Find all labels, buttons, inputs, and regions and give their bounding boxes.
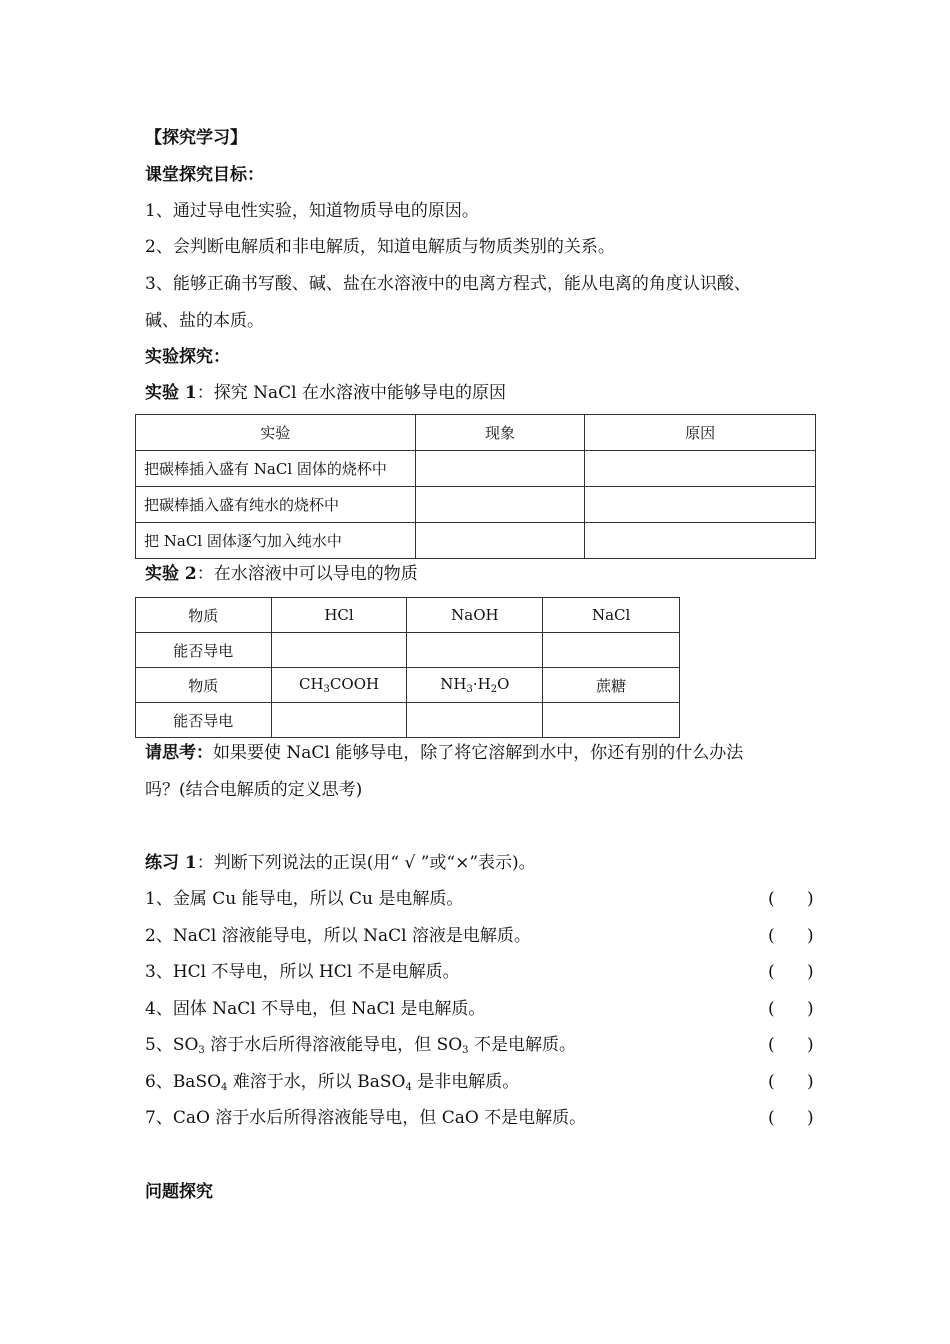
practice-item: 5、$SO_3$ 溶于水后所得溶液能导电，但 $SO_3$ 不是电解质。 <box>145 1035 576 1056</box>
experiment-heading: 实验探究： <box>145 347 230 367</box>
table-row <box>136 523 816 559</box>
practice-item: 1、金属 Cu 能导电，所以 Cu 是电解质。 <box>145 889 464 909</box>
exp1-title: ：探究 NaCl 在水溶液中能够导电的原因 <box>196 383 507 403</box>
table-header-cell: 原因 <box>585 415 816 451</box>
table-row <box>136 487 816 523</box>
table-cell: 把碳棒插入盛有 NaCl 固体的烧杯中 <box>136 451 416 487</box>
goal-item: 3、能够正确书写酸、碱、盐在水溶液中的电离方程式，能从电离的角度认识酸、 <box>145 274 751 294</box>
answer-blank: ( ) <box>768 1035 814 1055</box>
table-cell-empty <box>271 633 407 668</box>
table-cell-empty <box>543 703 680 738</box>
table-header-row <box>136 415 816 451</box>
table-cell: 把 NaCl 固体逐勺加入纯水中 <box>136 523 416 559</box>
table-row <box>136 703 680 738</box>
row-label: 物质 <box>136 668 272 703</box>
table-cell-empty <box>407 633 543 668</box>
substance-cell: 蔗糖 <box>543 668 680 703</box>
table-row <box>136 633 680 668</box>
substance-cell: HCl <box>271 598 407 633</box>
answer-blank: ( ) <box>768 926 814 946</box>
table-cell: 把碳棒插入盛有纯水的烧杯中 <box>136 487 416 523</box>
table-cell-empty <box>585 451 816 487</box>
exp2-heading <box>145 562 418 586</box>
goal-item: 2、会判断电解质和非电解质，知道电解质与物质类别的关系。 <box>145 237 615 257</box>
answer-blank: ( ) <box>768 999 814 1019</box>
exp2-table <box>135 597 680 738</box>
row-label: 能否导电 <box>136 633 272 668</box>
table-cell-empty <box>585 487 816 523</box>
problem-heading: 问题探究 <box>145 1182 213 1202</box>
exp1-heading <box>145 381 506 405</box>
goal-item: 碱、盐的本质。 <box>145 311 264 331</box>
substance-cell: $CH_3COOH$ <box>271 668 407 703</box>
substance-cell: NaCl <box>543 598 680 633</box>
table-cell-empty <box>415 523 585 559</box>
table-cell-empty <box>543 633 680 668</box>
practice-heading <box>145 851 536 875</box>
practice-instruction: ：判断下列说法的正误(用“ √ ”或“×”表示)。 <box>196 853 536 873</box>
table-cell-empty <box>585 523 816 559</box>
answer-blank: ( ) <box>768 1108 814 1128</box>
table-cell-empty <box>407 703 543 738</box>
practice-item: 7、CaO 溶于水后所得溶液能导电，但 CaO 不是电解质。 <box>145 1108 587 1128</box>
answer-blank: ( ) <box>768 1072 814 1092</box>
table-row <box>136 451 816 487</box>
goal-item: 1、通过导电性实验，知道物质导电的原因。 <box>145 201 479 221</box>
exp2-title: ：在水溶液中可以导电的物质 <box>196 564 418 584</box>
row-label: 物质 <box>136 598 272 633</box>
substance-cell: NaOH <box>407 598 543 633</box>
exp2-label: 实验 2 <box>145 564 197 584</box>
practice-item: 6、BaSO$_4$ 难溶于水，所以 BaSO$_4$ 是非电解质。 <box>145 1072 520 1093</box>
section-title: 【探究学习】 <box>145 128 247 148</box>
exp1-label: 实验 1 <box>145 383 197 403</box>
table-header-cell: 现象 <box>415 415 585 451</box>
answer-blank: ( ) <box>768 889 814 909</box>
practice-item: 4、固体 NaCl 不导电，但 NaCl 是电解质。 <box>145 999 486 1019</box>
table-row <box>136 668 680 703</box>
practice-label: 练习 1 <box>145 853 197 873</box>
row-label: 能否导电 <box>136 703 272 738</box>
think-label: 请思考： <box>145 743 213 763</box>
table-cell-empty <box>415 451 585 487</box>
practice-item: 3、HCl 不导电，所以 HCl 不是电解质。 <box>145 962 460 982</box>
think-line <box>145 741 743 765</box>
exp1-table <box>135 414 816 559</box>
table-cell-empty <box>271 703 407 738</box>
practice-item: 2、NaCl 溶液能导电，所以 NaCl 溶液是电解质。 <box>145 926 531 946</box>
answer-blank: ( ) <box>768 962 814 982</box>
goals-heading: 课堂探究目标： <box>145 165 264 185</box>
table-cell-empty <box>415 487 585 523</box>
think-text-2: 吗？(结合电解质的定义思考) <box>145 780 363 800</box>
table-header-cell: 实验 <box>136 415 416 451</box>
think-text: 如果要使 NaCl 能够导电，除了将它溶解到水中，你还有别的什么办法 <box>213 743 744 763</box>
table-row <box>136 598 680 633</box>
substance-cell: $NH_3\cdot H_2O$ <box>407 668 543 703</box>
